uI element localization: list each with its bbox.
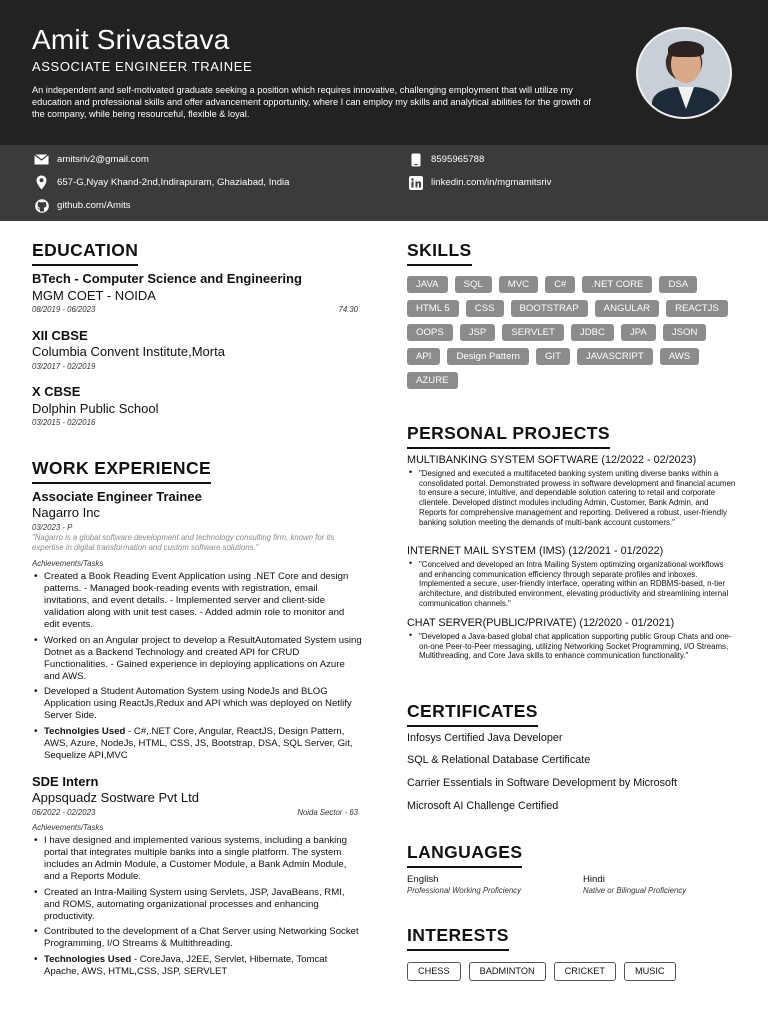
candidate-name: Amit Srivastava bbox=[32, 24, 230, 55]
job-dates: 03/2023 - P bbox=[32, 523, 73, 532]
list-item bbox=[32, 954, 362, 978]
tech-list: - CoreJava, J2EE, Servlet, Hibernate, Tomcat Apache, AWS, HTML,CSS, JSP, SERVLET bbox=[44, 953, 328, 977]
education-dates: 03/2017 - 02/2019 bbox=[32, 362, 96, 371]
education-degree: X CBSE bbox=[32, 384, 81, 399]
skills-list bbox=[407, 276, 737, 396]
skill-tag: MVC bbox=[499, 276, 538, 293]
list-item: • I have designed and implemented various systems, including a banking portal that integrates multiple banks into a single platform. The system includes an Admin Module, a Customer Module, a Bank Admin Module, and a Reports Module. bbox=[32, 835, 362, 883]
job-company: Nagarro Inc bbox=[32, 505, 100, 520]
interest-tag: MUSIC bbox=[624, 962, 676, 981]
certificates-heading: CERTIFICATES bbox=[407, 701, 538, 727]
skill-tag: Design Pattern bbox=[447, 348, 528, 365]
education-heading: EDUCATION bbox=[32, 240, 138, 266]
interests-list bbox=[407, 962, 684, 981]
language-name: Hindi bbox=[583, 874, 605, 885]
skill-tag: CSS bbox=[466, 300, 504, 317]
skill-tag: DSA bbox=[659, 276, 697, 293]
interest-tag: CRICKET bbox=[554, 962, 616, 981]
job-description: "Nagarro is a global software development and technology consulting firm, known for its expertise in digital transformation and custom software solutions." bbox=[32, 533, 335, 552]
list-item bbox=[32, 726, 362, 762]
skill-tag: OOPS bbox=[407, 324, 453, 341]
certificate-item: Microsoft AI Challenge Certified bbox=[407, 800, 559, 812]
project-title: CHAT SERVER(PUBLIC/PRIVATE) (12/2020 - 01/2021) bbox=[407, 617, 675, 629]
contact-github[interactable] bbox=[34, 198, 131, 213]
project-title: MULTIBANKING SYSTEM SOFTWARE (12/2022 - 02/2023) bbox=[407, 454, 697, 466]
certificate-item: SQL & Relational Database Certificate bbox=[407, 754, 591, 766]
skill-tag: API bbox=[407, 348, 440, 365]
list-item: • Created an Intra-Mailing System using Servlets, JSP, JavaBeans, RMI, and ROMS, automating organizational processes and enhancing productivity. bbox=[32, 887, 362, 923]
project-description: • "Developed a Java-based global chat application supporting public Group Chats and one-on-one Peer-to-Peer messaging, utilizing Networking Socket Programming, I/O Streams, Multithreading, and Core Java skills to enhance communication functionality." bbox=[407, 632, 737, 661]
contact-email[interactable] bbox=[34, 152, 149, 167]
skill-tag: C# bbox=[545, 276, 575, 293]
contact-phone[interactable] bbox=[408, 152, 484, 167]
job-dates: 06/2022 - 02/2023 bbox=[32, 808, 96, 817]
tech-label: Technolgies Used bbox=[44, 725, 126, 737]
skill-tag: ANGULAR bbox=[595, 300, 659, 317]
skill-tag: GIT bbox=[536, 348, 570, 365]
skill-tag: JDBC bbox=[571, 324, 614, 341]
education-dates: 08/2019 - 06/2023 bbox=[32, 305, 96, 314]
skill-tag: AZURE bbox=[407, 372, 458, 389]
project-description: • "Designed and executed a multifaceted banking system uniting diverse banks within a consolidated portal. Demonstrated prowess in software development and financial acumen to ensure a secure, intuitive, and dependable solution catering to retail and corporate clientele. Developed distinct modules including Admin, Customer, Bank Admin, and Reports for comprehensive management and reporting. Delivered a robust, user-friendly banking solution meeting the demands of multi-bank account customers." bbox=[407, 469, 737, 527]
education-institution: Dolphin Public School bbox=[32, 401, 159, 416]
job-title: SDE Intern bbox=[32, 774, 99, 789]
skill-tag: HTML 5 bbox=[407, 300, 459, 317]
skill-tag: JAVASCRIPT bbox=[577, 348, 653, 365]
skill-tag: SERVLET bbox=[502, 324, 564, 341]
linkedin-icon bbox=[408, 175, 423, 190]
skill-tag: .NET CORE bbox=[582, 276, 652, 293]
job-title: Associate Engineer Trainee bbox=[32, 489, 202, 504]
skills-heading: SKILLS bbox=[407, 240, 472, 266]
phone-text: 8595965788 bbox=[431, 154, 485, 165]
job-bullets bbox=[32, 571, 362, 765]
tech-list: - C#,.NET Core, Angular, ReactJS, Design Pattern, AWS, Azure, NodeJs, HTML, CSS, JS, Bootstrap, DSA, SQL Server, Git, Sequelize API,MVC bbox=[44, 725, 353, 761]
project-description: • "Conceived and developed an Intra Mailing System optimizing organizational workflows and enhancing communication efficiency through separate profiles and inboxes. Implemented a secure, user-friendly interface, operating within an RDBMS-based, n-tier architecture, and distributed environment, elevating productivity and streamlining internal communication channels." bbox=[407, 560, 737, 609]
interest-tag: CHESS bbox=[407, 962, 461, 981]
certificate-item: Infosys Certified Java Developer bbox=[407, 732, 563, 744]
interests-heading: INTERESTS bbox=[407, 925, 509, 951]
education-degree: BTech - Computer Science and Engineering bbox=[32, 271, 302, 286]
tech-label: Technologies Used bbox=[44, 953, 132, 965]
work-experience-heading: WORK EXPERIENCE bbox=[32, 458, 211, 484]
education-grade: 74.30 bbox=[338, 305, 358, 314]
skill-tag: JSP bbox=[460, 324, 496, 341]
resume-header bbox=[0, 0, 768, 145]
skill-tag: REACTJS bbox=[666, 300, 728, 317]
contact-linkedin[interactable] bbox=[408, 175, 551, 190]
list-item: • Created a Book Reading Event Application using .NET Core and design patterns. - Managed book-reading events with registration, email invitations, and event details. - Implemented server and client-side validation along with unit test cases. - Added admin role to monitor and edit events. bbox=[32, 571, 362, 631]
skill-tag: AWS bbox=[660, 348, 700, 365]
email-text: amitsriv2@gmail.com bbox=[57, 154, 149, 165]
phone-icon bbox=[408, 152, 423, 167]
location-pin-icon bbox=[34, 175, 49, 190]
certificate-item: Carrier Essentials in Software Development by Microsoft bbox=[407, 777, 678, 789]
summary-text: An independent and self-motivated graduate seeking a position which requires innovative, challenging employment that will utilize my education and professional skills and offer advancement opportunity, where I can employ my skills and analytical abilities for the growth of the company, while being resourceful, flexible & loyal. bbox=[32, 85, 591, 119]
language-name: English bbox=[407, 874, 439, 885]
language-level: Native or Bilingual Proficiency bbox=[583, 886, 687, 895]
skill-tag: JAVA bbox=[407, 276, 448, 293]
profile-photo bbox=[636, 27, 732, 119]
list-item: • Worked on an Angular project to develop a ResultAutomated System using Dotnet as a Backend Technology and created API for CRUD Functionalities. - Gained experience in deploying applications on Azure and AWS. bbox=[32, 635, 362, 683]
education-institution: Columbia Convent Institute,Morta bbox=[32, 344, 225, 359]
candidate-role: ASSOCIATE ENGINEER TRAINEE bbox=[32, 59, 253, 74]
languages-heading: LANGUAGES bbox=[407, 842, 522, 868]
job-company: Appsquadz Sostware Pvt Ltd bbox=[32, 790, 199, 805]
email-icon bbox=[34, 152, 49, 167]
skill-tag: SQL bbox=[455, 276, 492, 293]
github-text: github.com/Amits bbox=[57, 200, 131, 211]
github-icon bbox=[34, 198, 49, 213]
linkedin-text: linkedin.com/in/mgmamitsriv bbox=[431, 177, 552, 188]
job-location: Noida Sector - 63 bbox=[297, 808, 358, 817]
contact-address bbox=[34, 175, 290, 190]
language-level: Professional Working Proficiency bbox=[407, 886, 521, 895]
interest-tag: BADMINTON bbox=[469, 962, 546, 981]
address-text: 657-G,Nyay Khand-2nd,Indirapuram, Ghaziabad, India bbox=[57, 177, 290, 188]
education-degree: XII CBSE bbox=[32, 328, 88, 343]
list-item: • Developed a Student Automation System using NodeJs and BLOG Application using ReactJs,Redux and API which was deployed on Netlify Server Side. bbox=[32, 686, 362, 722]
contact-bar bbox=[0, 145, 768, 221]
skill-tag: JSON bbox=[663, 324, 707, 341]
education-institution: MGM COET - NOIDA bbox=[32, 288, 156, 303]
projects-heading: PERSONAL PROJECTS bbox=[407, 423, 610, 449]
project-title: INTERNET MAIL SYSTEM (IMS) (12/2021 - 01/2022) bbox=[407, 545, 664, 557]
skill-tag: JPA bbox=[621, 324, 656, 341]
list-item: • Contributed to the development of a Chat Server using Networking Socket Programming, I/O Streams & Multithreading. bbox=[32, 926, 362, 950]
job-bullets bbox=[32, 835, 362, 981]
achievements-label: Achievements/Tasks bbox=[32, 559, 104, 568]
education-dates: 03/2015 - 02/2016 bbox=[32, 418, 96, 427]
achievements-label: Achievements/Tasks bbox=[32, 823, 104, 832]
skill-tag: BOOTSTRAP bbox=[511, 300, 588, 317]
